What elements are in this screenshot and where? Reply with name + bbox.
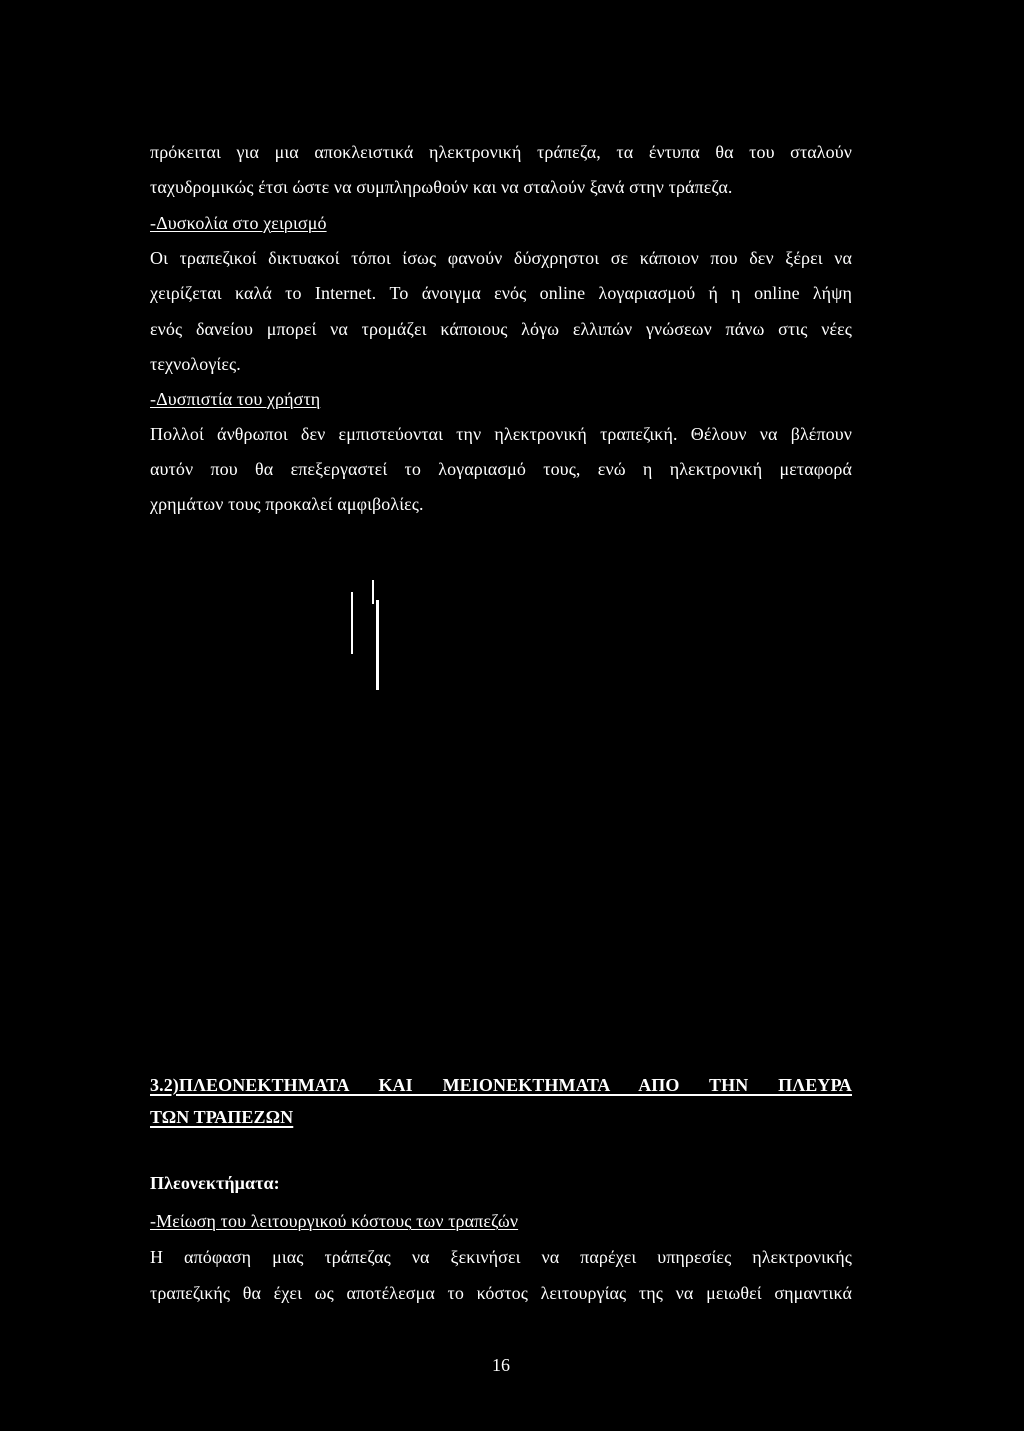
paragraph-line: Η απόφαση μιας τράπεζας να ξεκινήσει να παρέχει υπηρεσίες ηλεκτρονικής	[150, 1247, 852, 1267]
subheading-line	[150, 211, 852, 235]
paragraph-line: ενός δανείου μπορεί να τρομάζει κάποιους λόγω ελλιπών γνώσεων πάνω στις νέες	[150, 319, 852, 339]
subheading-line	[150, 1209, 852, 1233]
paragraph-line: χρημάτων τους προκαλεί αμφιβολίες.	[150, 494, 424, 514]
paragraph-line: τεχνολογίες.	[150, 354, 241, 374]
advantages-label: Πλεονεκτήματα:	[150, 1173, 280, 1193]
paragraph-line: πρόκειται για μια αποκλειστικά ηλεκτρονική τράπεζα, τα έντυπα θα του σταλούν	[150, 142, 852, 162]
section-heading-cont: ΤΩΝ ΤΡΑΠΕΖΩΝ	[150, 1107, 294, 1127]
vertical-line-mark	[372, 580, 374, 604]
section-heading-line	[150, 1105, 852, 1129]
subheading-cost-reduction: -Μείωση του λειτουργικού κόστους των τραπεζών	[150, 1211, 519, 1231]
vertical-line-mark	[351, 592, 353, 654]
subheading-line	[150, 387, 852, 411]
section-heading: 3.2)ΠΛΕΟΝΕΚΤΗΜΑΤΑ ΚΑΙ ΜΕΙΟΝΕΚΤΗΜΑΤΑ ΑΠΟ ΤΗΝ ΠΛΕΥΡΑ	[150, 1075, 852, 1095]
paragraph-line: Οι τραπεζικοί δικτυακοί τόποι ίσως φανούν δύσχρηστοι σε κάποιον που δεν ξέρει να	[150, 248, 852, 268]
subheading-difficulty: -Δυσκολία στο χειρισμό	[150, 213, 327, 233]
vertical-line-mark	[376, 600, 379, 690]
paragraph-line: αυτόν που θα επεξεργαστεί το λογαριασμό τους, ενώ η ηλεκτρονική μεταφορά	[150, 459, 852, 479]
subheading-distrust: -Δυσπιστία του χρήστη	[150, 389, 321, 409]
document-page	[150, 0, 852, 1431]
page-number: 16	[492, 1355, 510, 1375]
paragraph-line: Πολλοί άνθρωποι δεν εμπιστεύονται την ηλεκτρονική τραπεζική. Θέλουν να βλέπουν	[150, 424, 852, 444]
paragraph-line: χειρίζεται καλά το Internet. Το άνοιγμα ενός online λογαριασμού ή η online λήψη	[150, 283, 852, 303]
paragraph-line: ταχυδρομικώς έτσι ώστε να συμπληρωθούν και να σταλούν ξανά στην τράπεζα.	[150, 177, 733, 197]
paragraph-line: τραπεζικής θα έχει ως αποτέλεσμα το κόστος λειτουργίας της να μειωθεί σημαντικά	[150, 1283, 852, 1303]
